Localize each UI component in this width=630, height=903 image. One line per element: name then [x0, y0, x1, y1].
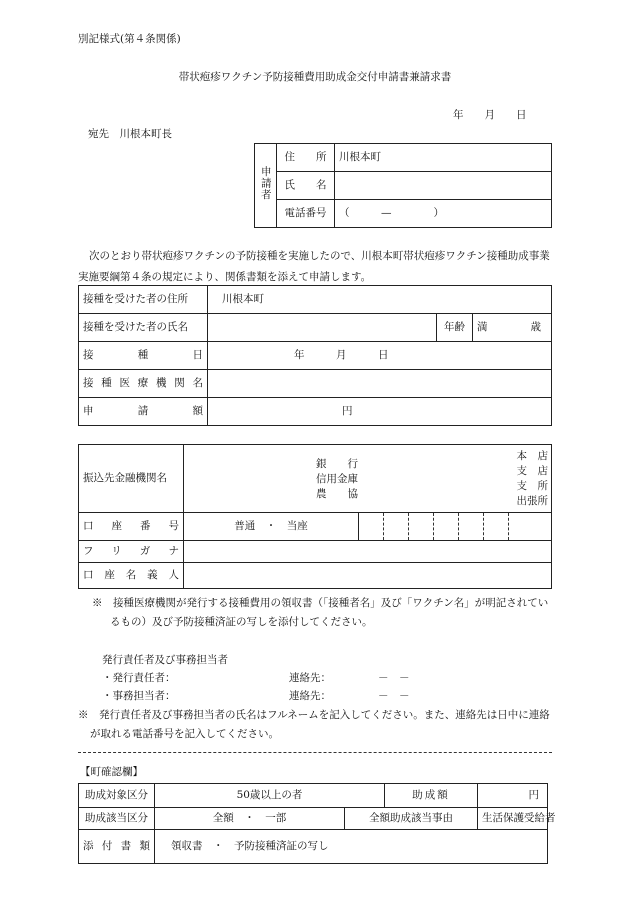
subsidy-amount-label: 助成額	[385, 784, 478, 808]
address-label: 住 所	[277, 144, 335, 172]
account-holder-label: 口座名義人	[79, 563, 184, 589]
age-suffix: 歳	[530, 321, 541, 334]
target-category-label: 助成対象区分	[79, 784, 155, 808]
applicable-category-value[interactable]: 全額 ・ 一部	[155, 808, 345, 830]
account-type-selector[interactable]: 普通 ・ 当座	[184, 513, 359, 541]
phone-field[interactable]: （ — ）	[335, 200, 552, 228]
full-subsidy-reason-label: 全額助成該当事由	[345, 808, 478, 830]
furigana-label: フリガナ	[79, 541, 184, 563]
intro-paragraph: 次のとおり帯状疱疹ワクチンの予防接種を実施したので、川根本町帯状疱疹ワクチン接種助成事業実施要綱第４条の規定により、関係書類を添えて申請します。	[78, 250, 550, 283]
facility-field[interactable]	[208, 370, 552, 398]
amount-field[interactable]: 円	[208, 398, 552, 426]
applicant-table	[254, 143, 552, 228]
staff-label: ・事務担当者：	[102, 690, 176, 702]
recipient-name-field[interactable]	[208, 314, 437, 342]
staff-contact-dashes: － －	[378, 690, 410, 702]
town-confirm-table	[78, 783, 556, 864]
subsidy-amount-field[interactable]: 円	[478, 784, 548, 808]
age-label: 年齢	[437, 314, 473, 342]
name-label: 氏 名	[277, 172, 335, 200]
staff-contact-label: 連絡先：	[289, 690, 331, 702]
attachments-value[interactable]: 領収書 ・ 予防接種済証の写し	[155, 830, 548, 864]
account-digit-5[interactable]	[459, 513, 484, 541]
bank-table	[78, 444, 552, 589]
facility-label: 接種医療機関名	[79, 370, 208, 398]
recipient-address-label: 接種を受けた者の住所	[79, 286, 208, 314]
page-title: 帯状疱疹ワクチン予防接種費用助成金交付申請書兼請求書	[178, 71, 452, 83]
account-holder-field[interactable]	[184, 563, 552, 589]
section-divider	[78, 752, 552, 753]
receipt-note: ※ 接種医療機関が発行する接種費用の領収書（「接種者名」及び「ワクチン名」が明記されているもの）及び予防接種済証の写しを添付してください。	[92, 597, 549, 628]
age-field[interactable]	[473, 314, 552, 342]
issuer-label: ・発行責任者：	[102, 672, 176, 684]
bank-institution-label: 振込先金融機関名	[79, 445, 184, 513]
phone-label: 電話番号	[277, 200, 335, 228]
form-reference: 別記様式(第４条関係)	[78, 33, 181, 45]
account-digit-2[interactable]	[384, 513, 409, 541]
account-digit-7[interactable]	[509, 513, 552, 541]
vaccination-table	[78, 285, 552, 426]
account-digit-3[interactable]	[409, 513, 434, 541]
account-number-label: 口座番号	[79, 513, 184, 541]
bank-institution-field[interactable]	[184, 445, 552, 513]
applicable-category-label: 助成該当区分	[79, 808, 155, 830]
issuer-contact-dashes: － －	[378, 672, 410, 684]
responsible-note: ※ 発行責任者及び事務担当者の氏名はフルネームを記入してください。また、連絡先は日中に連絡が取れる電話番号を記入してください。	[78, 709, 550, 740]
recipient-address-field[interactable]: 川根本町	[208, 286, 552, 314]
institution-types: 銀 行 信用金庫 農 協	[316, 458, 358, 500]
full-subsidy-reason-value[interactable]: 生活保護受給者	[478, 808, 548, 830]
address-field[interactable]: 川根本町	[335, 144, 552, 172]
account-digit-4[interactable]	[434, 513, 459, 541]
attachments-label: 添付書類	[79, 830, 155, 864]
applicant-group-label: 申請者	[255, 144, 277, 228]
branch-types: 本 店 支 店 支 所 出張所	[516, 450, 548, 507]
vaccination-date-field[interactable]: 年 月 日	[208, 342, 552, 370]
account-digit-6[interactable]	[484, 513, 509, 541]
town-confirm-heading: 【町確認欄】	[80, 766, 143, 778]
target-category-value: 50歳以上の者	[155, 784, 385, 808]
name-field[interactable]	[335, 172, 552, 200]
furigana-field[interactable]	[184, 541, 552, 563]
date-line: 年 月 日	[453, 109, 527, 121]
amount-label: 申請額	[79, 398, 208, 426]
vaccination-date-label: 接種日	[79, 342, 208, 370]
recipient-name-label: 接種を受けた者の氏名	[79, 314, 208, 342]
responsible-heading: 発行責任者及び事務担当者	[102, 654, 228, 666]
addressee: 宛先 川根本町長	[88, 128, 172, 140]
account-digit-1[interactable]	[359, 513, 384, 541]
issuer-contact-label: 連絡先：	[289, 672, 331, 684]
age-prefix: 満	[477, 321, 488, 334]
